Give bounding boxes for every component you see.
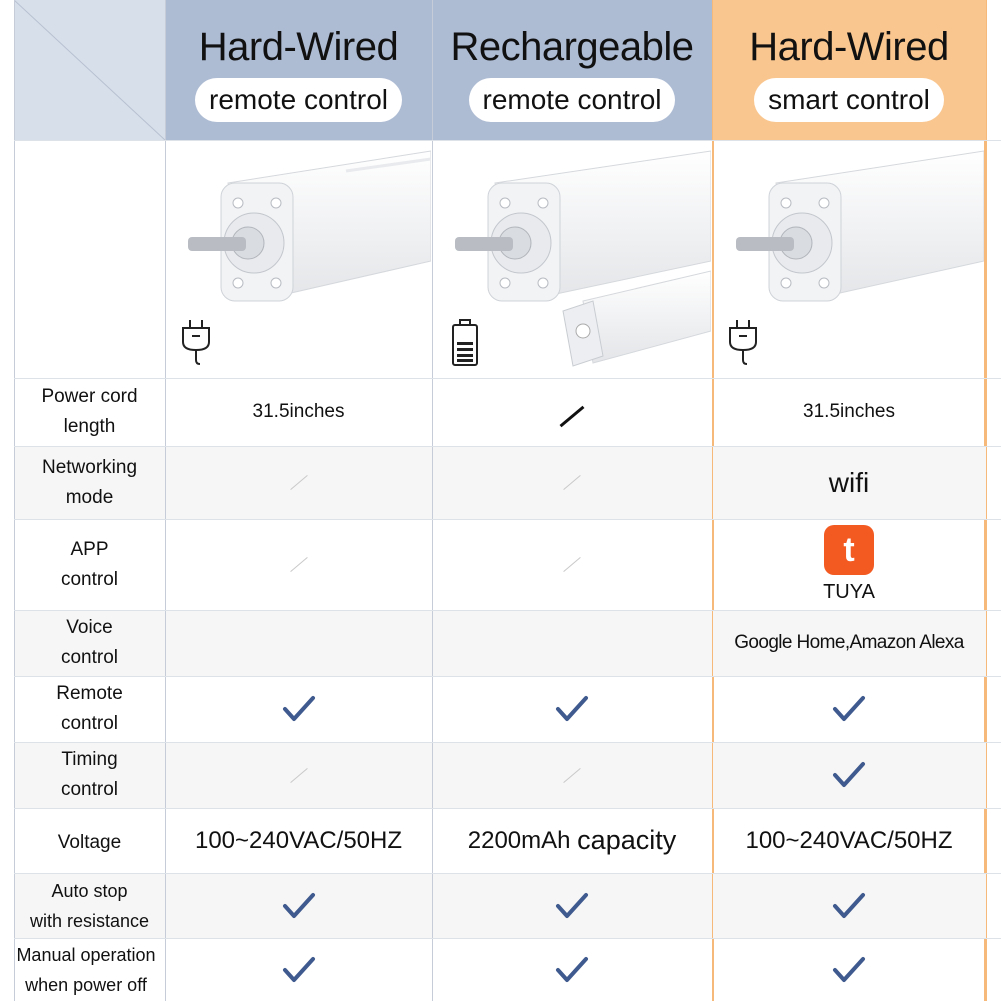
row-label-line: Voice <box>66 617 113 638</box>
plug-icon <box>180 318 214 368</box>
row-label-remote <box>14 676 165 742</box>
not-applicable-slash <box>290 768 307 783</box>
row-label-line: length <box>63 416 116 437</box>
cell-autostop-col3 <box>712 873 986 938</box>
row-label-app <box>14 519 165 610</box>
row-label-line: Networking <box>41 456 138 478</box>
row-label-networking <box>14 446 165 519</box>
row-label-line: Remote <box>56 683 123 704</box>
check-icon <box>282 695 316 723</box>
row-label-voltage <box>14 808 165 873</box>
cell-manual-col2 <box>432 938 712 1001</box>
row-label-line: control <box>60 713 119 734</box>
not-applicable-slash <box>563 557 580 572</box>
tuya-label: TUYA <box>823 581 875 603</box>
cell-voltage-col1: 100~240VAC/50HZ <box>194 826 403 854</box>
capacity-unit: capacity <box>577 825 677 855</box>
row-label-auto-stop <box>14 873 165 938</box>
cell-remote-col3 <box>712 676 986 742</box>
cell-voltage-col3: 100~240VAC/50HZ <box>745 826 953 854</box>
row-label-line: Timing <box>61 749 118 770</box>
cell-cord-col1: 31.5inches <box>252 401 345 422</box>
plug-icon <box>727 318 761 368</box>
cell-net-col3: wifi <box>828 466 870 498</box>
cell-timing-col3 <box>712 742 986 808</box>
header-title: Hard-Wired <box>198 25 399 69</box>
row-label-power-cord <box>14 378 165 446</box>
header-title: Rechargeable <box>450 25 694 69</box>
check-icon <box>832 956 866 984</box>
row-label-line: Power cord <box>41 386 138 407</box>
row-label-line: control <box>60 647 119 668</box>
not-applicable-slash <box>563 475 580 490</box>
check-icon <box>832 761 866 789</box>
cell-app-col1 <box>165 519 432 610</box>
check-icon <box>832 892 866 920</box>
header-subtitle-pill: smart control <box>754 78 944 122</box>
check-icon <box>555 956 589 984</box>
row-label-timing <box>14 742 165 808</box>
cell-autostop-col1 <box>165 873 432 938</box>
cell-voltage-col2 <box>432 808 712 873</box>
row-label-line: with resistance <box>29 910 150 931</box>
grid-line <box>986 0 987 1001</box>
cell-app-col3 <box>712 519 986 610</box>
header-title: Hard-Wired <box>749 25 949 69</box>
cell-app-col2 <box>432 519 712 610</box>
corner-diagonal <box>14 0 165 140</box>
row-label-manual <box>0 938 172 1001</box>
row-label-line: Auto stop <box>51 880 128 901</box>
cell-timing-col1 <box>165 742 432 808</box>
capacity-value: 2200mAh <box>467 826 578 854</box>
not-applicable-slash <box>563 768 580 783</box>
cell-voice-col3: Google Home,Amazon Alexa <box>734 632 964 653</box>
corner-cell <box>14 0 165 140</box>
cell-manual-col3 <box>712 938 986 1001</box>
cell-remote-col2 <box>432 676 712 742</box>
row-label-line: when power off <box>25 974 147 995</box>
check-icon <box>832 695 866 723</box>
cell-remote-col1 <box>165 676 432 742</box>
cell-manual-col1 <box>165 938 432 1001</box>
tuya-icon: t <box>824 525 874 575</box>
check-icon <box>282 956 316 984</box>
header-col1 <box>165 0 432 140</box>
header-col3 <box>712 0 986 140</box>
not-applicable-slash <box>290 475 307 490</box>
row-label-voice <box>14 610 165 676</box>
battery-icon <box>450 318 480 368</box>
row-label-line: control <box>60 568 119 590</box>
check-icon <box>282 892 316 920</box>
row-label-line: control <box>60 779 119 800</box>
cell-cord-col2 <box>432 378 712 454</box>
header-subtitle-pill: remote control <box>469 78 676 122</box>
cell-timing-col2 <box>432 742 712 808</box>
row-label-line: Voltage <box>57 831 122 853</box>
cell-net-col2 <box>432 446 712 519</box>
header-subtitle-pill: remote control <box>195 78 402 122</box>
row-label-line: Manual operation <box>16 944 156 965</box>
check-icon <box>555 695 589 723</box>
not-applicable-slash <box>560 405 585 427</box>
header-col2 <box>432 0 712 140</box>
not-applicable-slash <box>290 557 307 572</box>
row-label-line: APP <box>70 538 109 560</box>
cell-autostop-col2 <box>432 873 712 938</box>
row-label-line: mode <box>65 486 114 508</box>
cell-net-col1 <box>165 446 432 519</box>
check-icon <box>555 892 589 920</box>
cell-cord-col3: 31.5inches <box>803 401 895 422</box>
